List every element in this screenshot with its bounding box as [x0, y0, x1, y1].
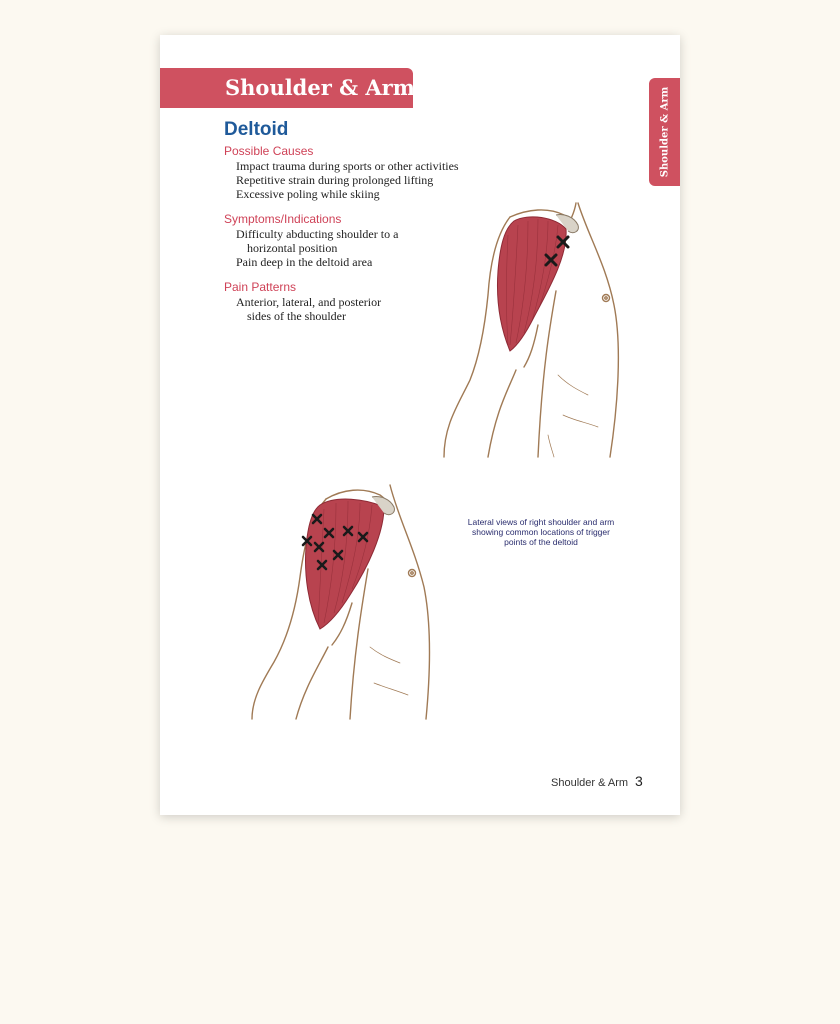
illustration-shoulder-lateral — [248, 477, 443, 720]
list-item: Anterior, lateral, and posterior sides of the shoulder — [236, 295, 382, 323]
section-heading: Pain Patterns — [224, 280, 297, 294]
torso-outline — [578, 203, 618, 457]
side-tab[interactable] — [649, 78, 680, 186]
list-item: Difficulty abducting shoulder to a horizontal position — [236, 227, 399, 255]
shoulder-arm-drawing — [438, 195, 628, 460]
section-heading: Possible Causes — [224, 144, 314, 158]
torso-outline — [390, 485, 430, 719]
shoulder-arm-drawing — [248, 477, 443, 720]
list-item: Impact trauma during sports or other activities — [236, 159, 459, 173]
book-page — [160, 35, 680, 815]
figure-caption: Lateral views of right shoulder and arm showing common locations of trigger points of the deltoid — [467, 517, 615, 547]
section-possible-causes — [224, 144, 484, 201]
list-item: Pain deep in the deltoid area — [236, 255, 373, 269]
illustration-shoulder-anterior — [438, 195, 628, 460]
side-tab-label: Shoulder & Arm — [659, 86, 670, 178]
footer-section-title: Shoulder & Arm — [551, 777, 629, 789]
chapter-banner — [160, 68, 413, 108]
section-heading: Symptoms/Indications — [224, 212, 342, 226]
muscle-title: Deltoid — [224, 119, 289, 140]
list-item: Repetitive strain during prolonged lifting — [236, 173, 434, 187]
list-item: Excessive poling while skiing — [236, 187, 380, 201]
chapter-title: Shoulder & Arm — [225, 75, 415, 100]
page-number: 3 — [635, 773, 643, 789]
